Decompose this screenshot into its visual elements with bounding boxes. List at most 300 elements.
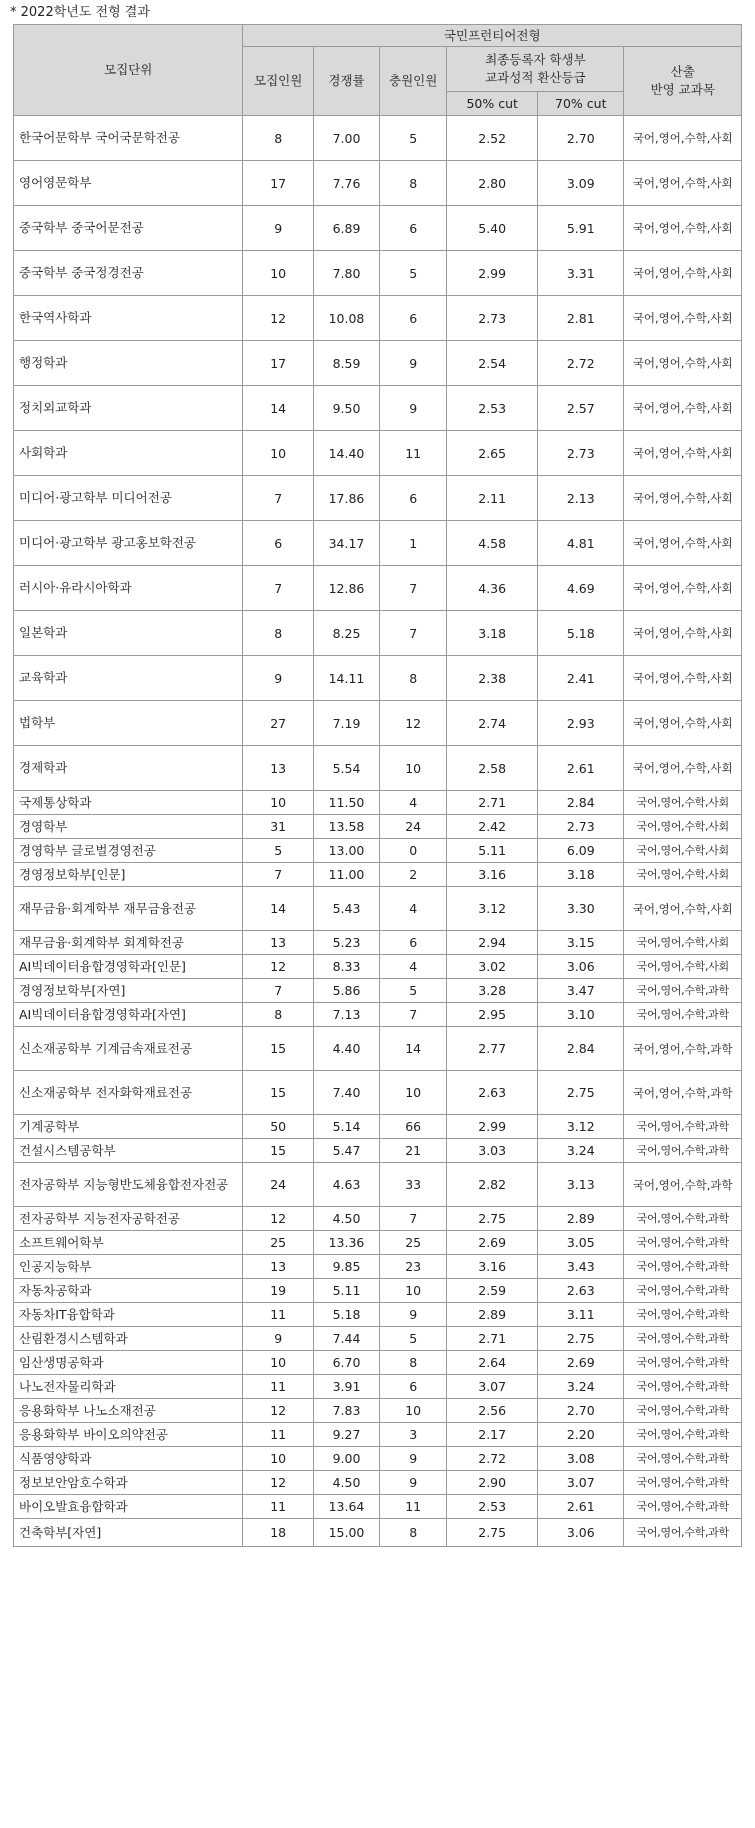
table-row [14,1375,742,1399]
cut50-cell: 3.16 [447,863,538,887]
table-row [14,206,742,251]
table-row [14,815,742,839]
unit-cell: 중국학부 중국어문전공 [14,206,243,251]
unit-cell: 국제통상학과 [14,791,243,815]
cut70-cell: 2.73 [538,815,624,839]
table-row [14,746,742,791]
quota-cell: 10 [243,251,313,296]
table-row [14,1327,742,1351]
unit-cell: 신소재공학부 전자화학재료전공 [14,1071,243,1115]
cut50-cell: 3.12 [447,887,538,931]
competition-cell: 9.27 [313,1423,379,1447]
subjects-cell: 국어,영어,수학,사회 [624,296,742,341]
subjects-cell: 국어,영어,수학,과학 [624,1471,742,1495]
unit-cell: 교육학과 [14,656,243,701]
cut50-cell: 2.58 [447,746,538,791]
additional-cell: 8 [380,1351,447,1375]
cut70-cell: 2.70 [538,1399,624,1423]
table-row [14,1071,742,1115]
cut70-cell: 2.89 [538,1207,624,1231]
competition-cell: 17.86 [313,476,379,521]
competition-cell: 6.89 [313,206,379,251]
cut50-cell: 3.07 [447,1375,538,1399]
cut70-cell: 2.41 [538,656,624,701]
table-row [14,161,742,206]
subjects-cell: 국어,영어,수학,과학 [624,979,742,1003]
cut50-cell: 2.69 [447,1231,538,1255]
header-subjects-line2: 반영 교과목 [650,82,715,97]
table-row [14,1231,742,1255]
table-row [14,1207,742,1231]
cut70-cell: 2.57 [538,386,624,431]
additional-cell: 0 [380,839,447,863]
additional-cell: 12 [380,701,447,746]
competition-cell: 5.43 [313,887,379,931]
unit-cell: 건축학부[자연] [14,1519,243,1547]
cut50-cell: 2.59 [447,1279,538,1303]
competition-cell: 7.19 [313,701,379,746]
cut70-cell: 2.72 [538,341,624,386]
unit-cell: 인공지능학부 [14,1255,243,1279]
table-row [14,296,742,341]
quota-cell: 6 [243,521,313,566]
subjects-cell: 국어,영어,수학,사회 [624,431,742,476]
additional-cell: 11 [380,1495,447,1519]
quota-cell: 8 [243,1003,313,1027]
cut50-cell: 2.75 [447,1519,538,1547]
cut50-cell: 3.03 [447,1139,538,1163]
header-grade [447,47,624,92]
subjects-cell: 국어,영어,수학,과학 [624,1163,742,1207]
subjects-cell: 국어,영어,수학,과학 [624,1423,742,1447]
additional-cell: 4 [380,887,447,931]
table-row [14,863,742,887]
cut50-cell: 5.40 [447,206,538,251]
cut50-cell: 2.94 [447,931,538,955]
competition-cell: 7.13 [313,1003,379,1027]
cut50-cell: 2.82 [447,1163,538,1207]
cut50-cell: 2.77 [447,1027,538,1071]
subjects-cell: 국어,영어,수학,과학 [624,1327,742,1351]
quota-cell: 11 [243,1495,313,1519]
additional-cell: 23 [380,1255,447,1279]
unit-cell: 사회학과 [14,431,243,476]
competition-cell: 8.25 [313,611,379,656]
subjects-cell: 국어,영어,수학,사회 [624,116,742,161]
table-row [14,955,742,979]
table-row [14,1351,742,1375]
quota-cell: 18 [243,1519,313,1547]
competition-cell: 7.83 [313,1399,379,1423]
table-row [14,931,742,955]
unit-cell: 경영정보학부[인문] [14,863,243,887]
cut70-cell: 3.15 [538,931,624,955]
quota-cell: 13 [243,931,313,955]
cut50-cell: 2.42 [447,815,538,839]
additional-cell: 7 [380,611,447,656]
cut50-cell: 3.28 [447,979,538,1003]
competition-cell: 8.33 [313,955,379,979]
additional-cell: 2 [380,863,447,887]
subjects-cell: 국어,영어,수학,사회 [624,701,742,746]
unit-cell: 영어영문학부 [14,161,243,206]
unit-cell: 한국어문학부 국어국문학전공 [14,116,243,161]
quota-cell: 10 [243,1351,313,1375]
additional-cell: 25 [380,1231,447,1255]
subjects-cell: 국어,영어,수학,사회 [624,206,742,251]
unit-cell: 경제학과 [14,746,243,791]
cut70-cell: 2.75 [538,1327,624,1351]
cut50-cell: 2.65 [447,431,538,476]
cut50-cell: 2.80 [447,161,538,206]
unit-cell: 전자공학부 지능전자공학전공 [14,1207,243,1231]
table-row [14,1279,742,1303]
unit-cell: 기계공학부 [14,1115,243,1139]
additional-cell: 9 [380,386,447,431]
quota-cell: 10 [243,1447,313,1471]
competition-cell: 5.54 [313,746,379,791]
cut50-cell: 2.74 [447,701,538,746]
additional-cell: 6 [380,296,447,341]
cut70-cell: 2.81 [538,296,624,341]
cut50-cell: 2.11 [447,476,538,521]
cut50-cell: 2.38 [447,656,538,701]
competition-cell: 12.86 [313,566,379,611]
quota-cell: 10 [243,431,313,476]
additional-cell: 6 [380,206,447,251]
quota-cell: 15 [243,1027,313,1071]
unit-cell: 정치외교학과 [14,386,243,431]
competition-cell: 11.00 [313,863,379,887]
quota-cell: 5 [243,839,313,863]
cut70-cell: 2.84 [538,1027,624,1071]
cut70-cell: 3.43 [538,1255,624,1279]
additional-cell: 1 [380,521,447,566]
cut70-cell: 2.61 [538,746,624,791]
cut70-cell: 3.18 [538,863,624,887]
subjects-cell: 국어,영어,수학,과학 [624,1447,742,1471]
table-row [14,791,742,815]
subjects-cell: 국어,영어,수학,과학 [624,1071,742,1115]
competition-cell: 7.80 [313,251,379,296]
additional-cell: 10 [380,1071,447,1115]
table-row [14,431,742,476]
competition-cell: 4.40 [313,1027,379,1071]
cut50-cell: 2.90 [447,1471,538,1495]
subjects-cell: 국어,영어,수학,사회 [624,887,742,931]
competition-cell: 4.63 [313,1163,379,1207]
subjects-cell: 국어,영어,수학,사회 [624,566,742,611]
competition-cell: 5.14 [313,1115,379,1139]
additional-cell: 6 [380,1375,447,1399]
table-row [14,656,742,701]
competition-cell: 15.00 [313,1519,379,1547]
cut70-cell: 2.70 [538,116,624,161]
competition-cell: 11.50 [313,791,379,815]
competition-cell: 13.36 [313,1231,379,1255]
subjects-cell: 국어,영어,수학,사회 [624,791,742,815]
subjects-cell: 국어,영어,수학,사회 [624,521,742,566]
competition-cell: 10.08 [313,296,379,341]
additional-cell: 14 [380,1027,447,1071]
unit-cell: 임산생명공학과 [14,1351,243,1375]
unit-cell: 한국역사학과 [14,296,243,341]
additional-cell: 33 [380,1163,447,1207]
unit-cell: 식품영양학과 [14,1447,243,1471]
cut50-cell: 2.71 [447,791,538,815]
cut70-cell: 2.63 [538,1279,624,1303]
competition-cell: 9.85 [313,1255,379,1279]
subjects-cell: 국어,영어,수학,사회 [624,611,742,656]
cut70-cell: 5.18 [538,611,624,656]
unit-cell: AI빅데이터융합경영학과[자연] [14,1003,243,1027]
competition-cell: 4.50 [313,1207,379,1231]
competition-cell: 5.23 [313,931,379,955]
table-row [14,611,742,656]
quota-cell: 17 [243,161,313,206]
cut50-cell: 2.53 [447,386,538,431]
competition-cell: 8.59 [313,341,379,386]
additional-cell: 66 [380,1115,447,1139]
table-row [14,1399,742,1423]
quota-cell: 14 [243,386,313,431]
quota-cell: 31 [243,815,313,839]
table-row [14,1255,742,1279]
cut70-cell: 3.06 [538,955,624,979]
cut70-cell: 3.07 [538,1471,624,1495]
additional-cell: 5 [380,251,447,296]
quota-cell: 8 [243,611,313,656]
additional-cell: 10 [380,746,447,791]
subjects-cell: 국어,영어,수학,사회 [624,931,742,955]
cut70-cell: 2.61 [538,1495,624,1519]
additional-cell: 10 [380,1399,447,1423]
cut50-cell: 2.64 [447,1351,538,1375]
cut70-cell: 6.09 [538,839,624,863]
unit-cell: 러시아·유라시아학과 [14,566,243,611]
cut70-cell: 2.93 [538,701,624,746]
cut50-cell: 2.54 [447,341,538,386]
cut50-cell: 2.89 [447,1303,538,1327]
competition-cell: 14.11 [313,656,379,701]
additional-cell: 6 [380,931,447,955]
competition-cell: 14.40 [313,431,379,476]
competition-cell: 13.58 [313,815,379,839]
table-row [14,1519,742,1547]
cut50-cell: 2.17 [447,1423,538,1447]
table-row [14,1471,742,1495]
quota-cell: 27 [243,701,313,746]
header-grade-line2: 교과성적 환산등급 [485,70,586,85]
subjects-cell: 국어,영어,수학,과학 [624,1139,742,1163]
subjects-cell: 국어,영어,수학,사회 [624,161,742,206]
quota-cell: 12 [243,955,313,979]
quota-cell: 25 [243,1231,313,1255]
competition-cell: 5.11 [313,1279,379,1303]
competition-cell: 7.00 [313,116,379,161]
additional-cell: 5 [380,979,447,1003]
quota-cell: 7 [243,476,313,521]
unit-cell: 소프트웨어학부 [14,1231,243,1255]
quota-cell: 9 [243,1327,313,1351]
quota-cell: 17 [243,341,313,386]
table-row [14,701,742,746]
unit-cell: 경영학부 글로벌경영전공 [14,839,243,863]
cut50-cell: 2.53 [447,1495,538,1519]
additional-cell: 24 [380,815,447,839]
cut70-cell: 3.06 [538,1519,624,1547]
cut70-cell: 4.69 [538,566,624,611]
cut70-cell: 2.73 [538,431,624,476]
header-competition: 경쟁률 [313,47,379,116]
unit-cell: 재무금융·회계학부 재무금융전공 [14,887,243,931]
subjects-cell: 국어,영어,수학,과학 [624,1279,742,1303]
header-cut50: 50% cut [447,92,538,116]
subjects-cell: 국어,영어,수학,과학 [624,1495,742,1519]
unit-cell: 행정학과 [14,341,243,386]
quota-cell: 13 [243,746,313,791]
unit-cell: 응용화학부 나노소재전공 [14,1399,243,1423]
cut50-cell: 4.58 [447,521,538,566]
competition-cell: 5.86 [313,979,379,1003]
quota-cell: 15 [243,1071,313,1115]
cut70-cell: 5.91 [538,206,624,251]
table-row [14,1139,742,1163]
cut50-cell: 2.75 [447,1207,538,1231]
competition-cell: 6.70 [313,1351,379,1375]
table-row [14,476,742,521]
table-row [14,521,742,566]
table-row [14,341,742,386]
quota-cell: 11 [243,1423,313,1447]
cut50-cell: 2.99 [447,251,538,296]
quota-cell: 7 [243,979,313,1003]
unit-cell: 정보보안암호수학과 [14,1471,243,1495]
cut50-cell: 3.02 [447,955,538,979]
quota-cell: 9 [243,206,313,251]
quota-cell: 14 [243,887,313,931]
header-grade-line1: 최종등록자 학생부 [485,52,586,67]
unit-cell: 신소재공학부 기계금속재료전공 [14,1027,243,1071]
competition-cell: 4.50 [313,1471,379,1495]
additional-cell: 6 [380,476,447,521]
cut70-cell: 3.24 [538,1375,624,1399]
header-cut70: 70% cut [538,92,624,116]
quota-cell: 24 [243,1163,313,1207]
unit-cell: 중국학부 중국정경전공 [14,251,243,296]
cut50-cell: 2.71 [447,1327,538,1351]
quota-cell: 9 [243,656,313,701]
cut70-cell: 4.81 [538,521,624,566]
additional-cell: 7 [380,1003,447,1027]
additional-cell: 9 [380,1303,447,1327]
quota-cell: 7 [243,566,313,611]
cut70-cell: 3.24 [538,1139,624,1163]
cut70-cell: 3.08 [538,1447,624,1471]
cut70-cell: 2.69 [538,1351,624,1375]
header-quota: 모집인원 [243,47,313,116]
competition-cell: 13.00 [313,839,379,863]
unit-cell: 법학부 [14,701,243,746]
additional-cell: 9 [380,1471,447,1495]
table-row [14,887,742,931]
subjects-cell: 국어,영어,수학,과학 [624,1207,742,1231]
cut70-cell: 2.13 [538,476,624,521]
cut50-cell: 2.63 [447,1071,538,1115]
unit-cell: 건설시스템공학부 [14,1139,243,1163]
subjects-cell: 국어,영어,수학,과학 [624,1231,742,1255]
unit-cell: 재무금융·회계학부 회계학전공 [14,931,243,955]
header-additional: 충원인원 [380,47,447,116]
subjects-cell: 국어,영어,수학,과학 [624,1519,742,1547]
unit-cell: 전자공학부 지능형반도체융합전자전공 [14,1163,243,1207]
quota-cell: 13 [243,1255,313,1279]
cut50-cell: 5.11 [447,839,538,863]
unit-cell: 나노전자물리학과 [14,1375,243,1399]
quota-cell: 12 [243,1399,313,1423]
competition-cell: 13.64 [313,1495,379,1519]
cut50-cell: 2.52 [447,116,538,161]
subjects-cell: 국어,영어,수학,과학 [624,1399,742,1423]
quota-cell: 7 [243,863,313,887]
header-unit: 모집단위 [14,25,243,116]
cut70-cell: 3.47 [538,979,624,1003]
competition-cell: 7.44 [313,1327,379,1351]
unit-cell: 미디어·광고학부 미디어전공 [14,476,243,521]
cut70-cell: 3.13 [538,1163,624,1207]
competition-cell: 7.76 [313,161,379,206]
competition-cell: 9.50 [313,386,379,431]
competition-cell: 5.47 [313,1139,379,1163]
table-row [14,1303,742,1327]
additional-cell: 5 [380,116,447,161]
cut50-cell: 2.56 [447,1399,538,1423]
subjects-cell: 국어,영어,수학,사회 [624,863,742,887]
additional-cell: 8 [380,656,447,701]
table-header [14,25,742,116]
quota-cell: 12 [243,1207,313,1231]
unit-cell: 자동차공학과 [14,1279,243,1303]
table-row [14,251,742,296]
table-row [14,566,742,611]
quota-cell: 11 [243,1303,313,1327]
subjects-cell: 국어,영어,수학,과학 [624,1027,742,1071]
cut70-cell: 3.30 [538,887,624,931]
subjects-cell: 국어,영어,수학,과학 [624,1375,742,1399]
additional-cell: 5 [380,1327,447,1351]
cut70-cell: 3.11 [538,1303,624,1327]
subjects-cell: 국어,영어,수학,과학 [624,1351,742,1375]
admission-results-table [13,24,742,1547]
subjects-cell: 국어,영어,수학,사회 [624,656,742,701]
header-subjects-line1: 산출 [670,64,695,79]
table-row [14,1447,742,1471]
unit-cell: 경영학부 [14,815,243,839]
table-row [14,1115,742,1139]
quota-cell: 8 [243,116,313,161]
subjects-cell: 국어,영어,수학,사회 [624,839,742,863]
additional-cell: 9 [380,341,447,386]
table-row [14,839,742,863]
quota-cell: 19 [243,1279,313,1303]
table-row [14,1027,742,1071]
table-row [14,1423,742,1447]
subjects-cell: 국어,영어,수학,사회 [624,476,742,521]
cut50-cell: 3.18 [447,611,538,656]
unit-cell: 산림환경시스템학과 [14,1327,243,1351]
subjects-cell: 국어,영어,수학,과학 [624,1303,742,1327]
additional-cell: 8 [380,1519,447,1547]
